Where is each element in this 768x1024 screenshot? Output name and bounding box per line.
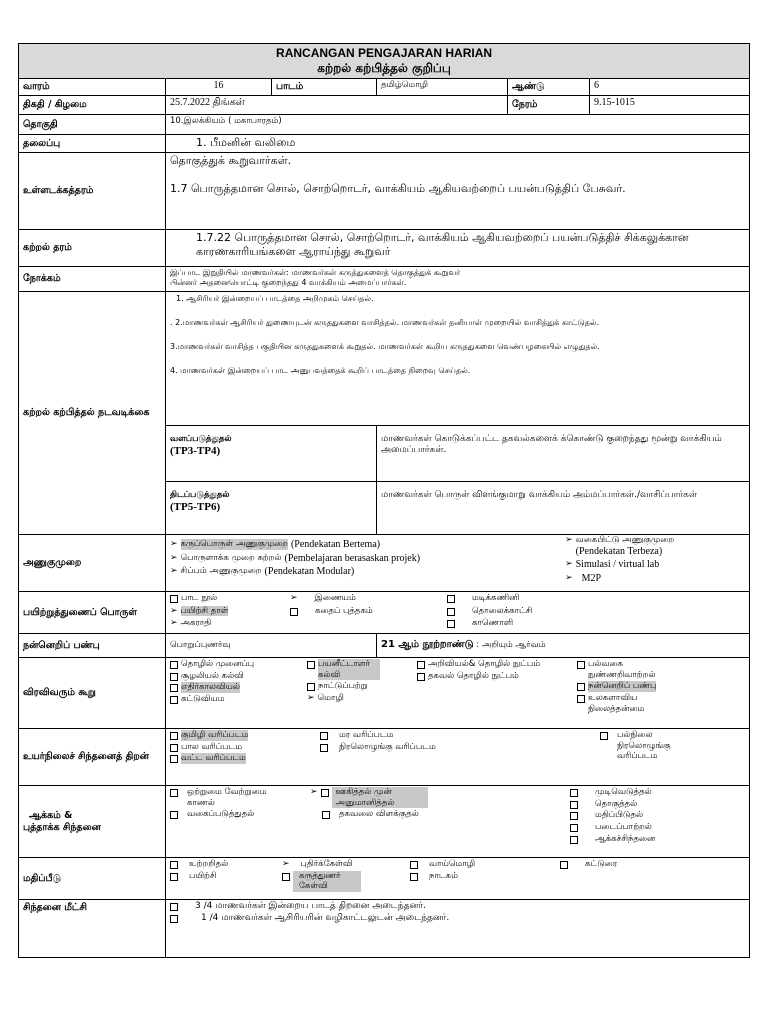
checkbox-icon (410, 873, 418, 881)
hots-cell (166, 729, 750, 786)
assessment-row (19, 858, 750, 900)
enrichment-text: மாணவர்கள் கொடுக்கப்பட்ட தகவல்களைக் க்கொண்டு குறைந்தது மூன்று வாக்கியம் அமைப்பார்கள். (377, 426, 750, 482)
cross-item: பல்வகை நுண்ணறிவாற்றல் (577, 659, 737, 680)
assessment-item: ➢ புதிர்க்கேள்வி (282, 859, 353, 869)
checkbox-icon (417, 673, 425, 681)
reflection-row (19, 900, 750, 958)
values-row (19, 634, 750, 658)
creativity-cell (166, 786, 750, 858)
checkbox-icon (170, 811, 178, 819)
time-label: நேரம் (508, 96, 590, 115)
hots-grid (170, 730, 745, 765)
creativity-item: மதிப்பிடுதல் (570, 810, 730, 821)
creativity-label-2: புத்தாக்க சிந்தனை (23, 821, 101, 833)
arrow-icon: ➢ (565, 559, 573, 570)
resource-spacer (290, 618, 427, 630)
cross-item: எதிர்காலவியல் (170, 682, 307, 693)
approach-item: ➢ சிப்பம் அணுகுமுறை (Pendekatan Modular) (170, 566, 355, 577)
enrichment-label-cell (166, 426, 377, 482)
year-label: ஆண்டு (508, 79, 590, 96)
activities-label: கற்றல் கற்பித்தல் நடவடிக்கை (19, 292, 166, 535)
creativity-item: தகவலை விளக்குதல் (310, 809, 570, 820)
reflection-item: 1 /4 மாணவர்கள் ஆசிரியரின் வழிகாட்டலுடன் அடைந்தனர். (170, 913, 745, 924)
approach-item: ➢ வகைபிட்டு அணுகுமுறை (Pendekatan Terbeza) (565, 535, 675, 557)
creativity-item: ஒற்றுமை வேற்றுமை காணல் (170, 787, 310, 808)
creativity-item: ➢ ஊகித்தல் முன் அனுமானித்தல் (310, 787, 570, 808)
resources-row (19, 592, 750, 634)
page-subtitle: கற்றல் கற்பித்தல் குறிப்பு (317, 61, 451, 75)
activity-step-3: 3.மாணவர்கள் வாசித்த பகுதியின கருததுகளைக் கூறுதல். மாணவர்கள் கூறிய கருததுகளை வெண்பழகையில் எழுதுதல். (170, 342, 600, 351)
week-row (19, 79, 750, 96)
assessment-spacer (560, 871, 720, 893)
cross-item: கட்டுவியம (170, 694, 307, 705)
creativity-item: படைப்பாற்றல் (570, 822, 730, 833)
approach-item: ➢ பொருளாக்க முறை கற்றல் (Pembelajaran berasaskan projek) (170, 552, 421, 564)
checkbox-icon (417, 661, 425, 669)
approach-label: அணுகுமுறை (19, 535, 166, 592)
arrow-icon: ➢ (282, 859, 290, 869)
arrow-icon: ➢ (170, 539, 178, 549)
checkbox-icon (307, 661, 315, 669)
checkbox-icon (170, 744, 178, 752)
cross-col-2 (307, 659, 417, 715)
assessment-grid (170, 859, 745, 893)
checkbox-icon (410, 861, 418, 869)
creativity-row (19, 786, 750, 858)
date-value: 25.7.2022 திங்கள் (166, 96, 508, 115)
checkbox-icon (321, 789, 329, 797)
cross-col-3 (417, 659, 577, 715)
approach-right-list (565, 535, 745, 586)
learning-standard-label: கற்றல் தரம் (19, 230, 166, 267)
century-skill-value: : அறியும் ஆர்வம் (476, 640, 546, 651)
assessment-item: கருத்துணர் கேள்வி (282, 871, 410, 892)
resource-item: ➢ பயிற்சி தாள் (170, 605, 229, 616)
assessment-item: நாடகம் (410, 871, 560, 892)
creativity-col-2 (310, 787, 570, 845)
checkbox-icon (560, 861, 568, 869)
reinforcement-label: திடப்படுத்துதல் (170, 490, 230, 500)
theme-row (19, 115, 750, 135)
checkbox-icon (570, 836, 578, 844)
checkbox-icon (170, 661, 178, 669)
resource-item: கதைப் புத்தகம் (290, 606, 427, 617)
cross-curricular-row (19, 658, 750, 729)
checkbox-icon (170, 873, 178, 881)
checkbox-icon (170, 595, 178, 603)
subject-value: தமிழ்மொழி (377, 79, 508, 96)
checkbox-icon (447, 595, 455, 603)
checkbox-icon (447, 620, 455, 628)
approach-cell (166, 535, 750, 592)
cross-item: சூழலியல் கல்வி (170, 671, 307, 682)
checkbox-icon (570, 789, 578, 797)
reflection-cell (166, 900, 750, 958)
checkbox-icon (320, 744, 328, 752)
hots-row (19, 729, 750, 786)
assessment-label: மதிப்பீடு (19, 858, 166, 900)
century-skill-cell (377, 634, 750, 658)
resources-cell (166, 592, 750, 634)
activity-step-2: . 2.மாணவர்கள் ஆசிரியர் துணையுடன் கருததுகளை வாசித்தல். மாணவர்கள் தனியாள் முறையில் வாசித்துக் காட்டுதல். (170, 318, 600, 327)
creativity-col-1 (170, 787, 310, 845)
lesson-title-label: தலைப்பு (19, 135, 166, 153)
assessment-item: பயிற்சி (170, 871, 282, 892)
activity-step-1: 1. ஆசிரியர் இன்றையப் பாடத்தை அறிமுகம் செய்தல். (176, 294, 374, 303)
arrow-icon: ➢ (170, 605, 178, 616)
page-title: RANCANGAN PENGAJARAN HARIAN (276, 46, 493, 60)
reinforcement-tp: (TP5-TP6) (170, 500, 221, 513)
hots-col-1 (170, 730, 320, 765)
enrichment-label: வளப்படுத்துதல் (170, 434, 232, 444)
enrichment-tp: (TP3-TP4) (170, 444, 221, 457)
checkbox-icon (170, 755, 178, 763)
resource-item: மடிக்கணினி (427, 593, 727, 604)
assessment-item: உற்றறிதல் (170, 859, 282, 870)
approach-item: ➢ Simulasi / virtual lab (565, 559, 660, 571)
creativity-grid (170, 787, 745, 845)
hots-item: பால வரிப்படம (170, 742, 320, 753)
week-value: 16 (166, 79, 272, 96)
creativity-label-cell (19, 786, 166, 858)
creativity-item: தொகுத்தல் (570, 799, 730, 810)
hots-col-3 (600, 730, 740, 765)
reinforcement-label-cell (166, 482, 377, 535)
activities-steps-cell (166, 292, 750, 426)
creativity-col-3 (570, 787, 730, 845)
hots-label: உயர்நிலைச் சிந்தனைத் திறன் (19, 729, 166, 786)
checkbox-icon (170, 732, 178, 740)
year-value: 6 (590, 79, 750, 96)
arrow-icon: ➢ (170, 566, 178, 576)
theme-value: 10.இலக்கியம் ( மகாபாரதம்) (166, 115, 750, 135)
assessment-item: கட்டுரை (560, 859, 720, 870)
checkbox-icon (170, 696, 178, 704)
hots-item: மர வரிப்படம (320, 730, 600, 741)
creativity-item: ஆக்கச்சிந்தனை (570, 834, 730, 845)
arrow-icon: ➢ (307, 692, 315, 703)
values-value: பொறுப்புணர்வு (166, 634, 377, 658)
cross-item: உலகளாவிய நிலைத்தன்மை (577, 693, 737, 714)
checkbox-icon (170, 915, 178, 923)
cross-item: தொழில் முனைப்பு (170, 659, 307, 670)
content-standard-row (19, 153, 750, 230)
objective-cell (166, 267, 750, 292)
header-row (19, 44, 750, 79)
lesson-plan-sheet (18, 43, 749, 958)
lesson-title-value: 1. பீமனின் வலிமை (166, 135, 750, 153)
cross-item: அறிவியல்& தொழில் நுட்பம் (417, 659, 577, 670)
checkbox-icon (577, 683, 585, 691)
cross-item: ➢ மொழி (307, 692, 344, 703)
resource-item: பாட நூல் (170, 593, 290, 604)
checkbox-icon (570, 824, 578, 832)
lesson-plan-table (18, 43, 750, 958)
arrow-icon: ➢ (290, 593, 298, 603)
reflection-label: சிந்தனை மீட்சி (19, 900, 166, 958)
reflection-item: 3 /4 மாணவர்கள் இன்றைய பாடத் திறனை அடைந்தனர். (170, 901, 745, 912)
header-cell (19, 44, 750, 79)
reinforcement-text: மாணவர்கள் பொருள் விளங்குமாறு வாக்கியம் அம்மப்பார்கள்./வாசிப்பார்கள் (377, 482, 750, 535)
checkbox-icon (170, 684, 178, 692)
subject-label: பாடம் (272, 79, 377, 96)
cross-curricular-grid (170, 659, 745, 715)
activity-step-4: 4. மாணவர்கள் இன்றையப் பாட அனுபவத்தைக் கூறிப் பாடத்தை நிறைவு செய்தல். (170, 366, 471, 375)
arrow-icon: ➢ (170, 618, 178, 629)
values-label: நன்னெறிப் பண்பு (19, 634, 166, 658)
cross-curricular-cell (166, 658, 750, 729)
date-row (19, 96, 750, 115)
checkbox-icon (570, 801, 578, 809)
creativity-item: முடிவெடுத்தல் (570, 787, 730, 798)
learning-standard-row (19, 230, 750, 267)
activities-row (19, 292, 750, 426)
hots-item: குமிழி வரிப்படம (170, 730, 320, 741)
content-standard-label: உள்ளடக்கத்தரம் (19, 153, 166, 230)
checkbox-icon (290, 608, 298, 616)
cross-curricular-label: விரவிவரும் கூறு (19, 658, 166, 729)
resources-label: பயிற்றுத்துணைப் பொருள் (19, 592, 166, 634)
resource-item: ➢ இணையம் (290, 593, 356, 603)
content-standard-cell (166, 153, 750, 230)
objective-row (19, 267, 750, 292)
approach-item: ➢ M2P (565, 572, 602, 584)
checkbox-icon (170, 861, 178, 869)
approach-left-list (170, 539, 540, 586)
checkbox-icon (322, 811, 330, 819)
checkbox-icon (170, 789, 178, 797)
checkbox-icon (307, 683, 315, 691)
cross-col-1 (170, 659, 307, 715)
cross-col-4 (577, 659, 737, 715)
resource-item: காணொளி (427, 618, 727, 629)
arrow-icon: ➢ (565, 572, 573, 583)
checkbox-icon (320, 732, 328, 740)
creativity-label-1: ஆக்கம் & (29, 809, 73, 821)
theme-label: தொகுதி (19, 115, 166, 135)
time-value: 9.15-1015 (590, 96, 750, 115)
title-row (19, 135, 750, 153)
approach-row (19, 535, 750, 592)
approach-item: ➢ கருப்பொருள் அணுகுமுறை (Pendekatan Bertema) (170, 539, 381, 550)
date-label: திகதி / கிழமை (19, 96, 166, 115)
hots-item: நிரலொழுங்கு வரிப்படம (320, 742, 600, 753)
checkbox-icon (577, 695, 585, 703)
hots-item: வட்ட வரிப்படம (170, 753, 320, 764)
resources-grid (166, 592, 749, 631)
learning-standard-value: 1.7.22 பொருத்தமான சொல், சொற்றொடர், வாக்கியம் ஆகியவற்றைப் பயன்படுத்திச் சிக்கலுக்கான காரணகாரியங்களை ஆராய்ந்து கூறுவர் (166, 230, 750, 267)
assessment-cell (166, 858, 750, 900)
assessment-item: வாய்மொழி (410, 859, 560, 870)
cross-item: தகவல் தொழில் நுட்பம் (417, 671, 577, 682)
content-standard-line2: 1.7 பொருத்தமான சொல், சொற்றொடர், வாக்கியம் ஆகியவற்றைப் பயன்படுத்திப் பேசுவர். (170, 181, 626, 195)
resource-item: ➢ அகராதி (170, 618, 212, 629)
hots-col-2 (320, 730, 600, 765)
checkbox-icon (447, 608, 455, 616)
objective-line2: பின்னர் அதனையொட்டி குறைந்தது 4 வாக்கியம் அமைப்பார்கள். (170, 278, 407, 287)
checkbox-icon (170, 673, 178, 681)
checkbox-icon (600, 732, 608, 740)
arrow-icon: ➢ (310, 787, 318, 797)
checkbox-icon (570, 812, 578, 820)
checkbox-icon (282, 873, 290, 881)
hots-item: பல்நிலை நிரலொழுங்கு வரிப்படம (600, 730, 740, 762)
checkbox-icon (170, 903, 178, 911)
week-label: வாரம் (19, 79, 166, 96)
cross-item: நன்னெறிப் பண்பு (577, 681, 737, 692)
cross-item: பயனீட்டாளர் கல்வி (307, 659, 417, 680)
arrow-icon: ➢ (170, 552, 178, 563)
objective-label: நோக்கம் (19, 267, 166, 292)
creativity-item: வகைப்படுத்துதல் (170, 809, 310, 820)
objective-line1: இப்பாட இறுதியில் மாணவர்கள்: மாணவர்கள் கருத்துகளைத் தொகுத்துக் கூறுவர் (170, 268, 461, 277)
checkbox-icon (577, 661, 585, 669)
century-skill-label: 21 ஆம் நூற்றாண்டு (381, 639, 474, 651)
resource-item: தொலைக்காட்சி (427, 606, 727, 617)
content-standard-line1: தொகுத்துக் கூறுவார்கள். (170, 154, 292, 167)
arrow-icon: ➢ (565, 535, 573, 545)
cross-item: நாட்டுப்பற்று (307, 681, 417, 692)
